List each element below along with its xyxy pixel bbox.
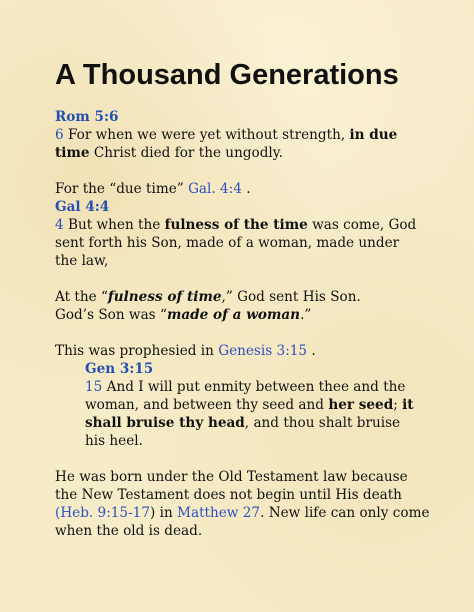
paragraph-line [55,486,435,504]
punctuation: ( [55,505,61,521]
paragraph-line [55,342,435,360]
paragraph-line [55,468,435,486]
text-span: woman, and between thy seed and [85,397,324,413]
verse-text-line [55,144,435,162]
verse-text-line [85,396,435,414]
verse-reference-gal [55,198,435,216]
emphasis-text: in due [349,127,398,143]
verse-ref-label: Gen 3:15 [85,361,154,377]
paragraph-gap [55,450,435,468]
page-title: A Thousand Generations [55,59,399,91]
scripture-link[interactable]: Gal. 4:4 [188,181,242,197]
text-span: For the “due time” [55,181,184,197]
emphasis-text: shall bruise thy head [85,415,245,431]
verse-number: 4 [55,217,64,233]
text-span: And I will put enmity between thee and the [106,379,406,395]
text-span: . [246,181,251,197]
emphasis-text: her seed [328,397,394,413]
text-span: sent forth his Son, made of a woman, made under [55,235,400,251]
paragraph-line [55,306,435,324]
verse-ref-label: Gal 4:4 [55,199,110,215]
paragraph-gap [55,324,435,342]
text-span: . New life can only come [260,505,430,521]
verse-text-line [55,234,435,252]
text-span: ; [393,397,398,413]
text-span: For when we were yet without strength, [67,127,346,143]
paragraph-line [55,522,435,540]
document-body [55,108,435,540]
text-span: .” [300,307,312,323]
emphasis-text: fulness of the time [164,217,308,233]
emphasis-text: time [55,145,90,161]
text-span: the New Testament does not begin until His death [55,487,402,503]
text-span: He was born under the Old Testament law because [55,469,408,485]
paragraph-line [55,504,435,522]
scripture-link[interactable]: Heb. 9:15-17 [60,505,150,521]
emphasis-text: made of a woman [166,307,301,323]
text-span: when the old is dead. [55,523,203,539]
text-span: This was prophesied in [55,343,214,359]
verse-text-line [85,414,435,432]
emphasis-text: it [402,397,414,413]
text-span: At the “ [55,289,108,305]
text-span: the law, [55,253,109,269]
verse-text-line [55,252,435,270]
text-span: was come, God [312,217,417,233]
verse-text-line [85,378,435,396]
text-span: But when the [67,217,161,233]
verse-number: 15 [85,379,103,395]
text-span: . [311,343,316,359]
verse-block-gen [55,360,435,450]
text-span: , and thou shalt bruise [244,415,401,431]
emphasis-text: fulness of time [107,289,222,305]
verse-ref-label: Rom 5:6 [55,109,119,125]
verse-text-line [55,216,435,234]
paragraph-line [55,180,435,198]
paragraph-gap [55,162,435,180]
verse-reference-gen [85,360,435,378]
text-span: God’s Son was “ [55,307,167,323]
verse-text-line [85,432,435,450]
paragraph-gap [55,270,435,288]
text-span: Christ died for the ungodly. [93,145,283,161]
verse-reference-rom [55,108,435,126]
text-span: his heel. [85,433,143,449]
paragraph-line [55,288,435,306]
verse-number: 6 [55,127,64,143]
verse-text-line [55,126,435,144]
scripture-link[interactable]: Genesis 3:15 [218,343,308,359]
text-span: ,” God sent His Son. [221,289,361,305]
text-span: ) in [149,505,173,521]
scripture-link[interactable]: Matthew 27 [177,505,261,521]
